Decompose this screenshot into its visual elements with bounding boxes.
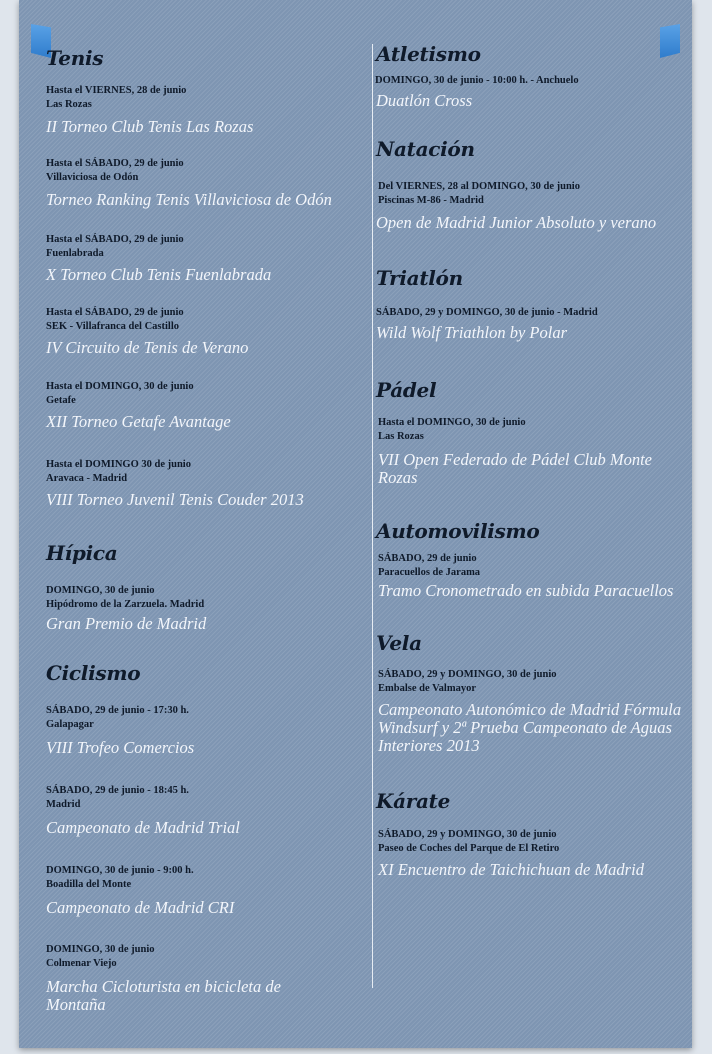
event-meta <box>46 84 186 112</box>
event-place: Aravaca - Madrid <box>46 473 128 484</box>
event-place: Madrid <box>46 799 81 810</box>
event-meta <box>46 233 184 261</box>
event-title: VIII Torneo Juvenil Tenis Couder 2013 <box>46 490 304 509</box>
event-title: Wild Wolf Triathlon by Polar <box>376 323 567 342</box>
event-date: DOMINGO, 30 de junio - 9:00 h. <box>46 865 194 876</box>
event-date: SÁBADO, 29 de junio <box>378 553 477 564</box>
section-title-tenis: Tenis <box>46 46 104 70</box>
event-title: IV Circuito de Tenis de Verano <box>46 338 249 357</box>
event-place: Fuenlabrada <box>46 248 104 259</box>
event-title: XI Encuentro de Taichichuan de Madrid <box>378 860 644 879</box>
event-place: Piscinas M-86 - Madrid <box>378 195 484 206</box>
event-place: Boadilla del Monte <box>46 879 132 890</box>
event-title: Campeonato de Madrid CRI <box>46 898 235 917</box>
event-date: DOMINGO, 30 de junio <box>46 585 155 596</box>
event-date: DOMINGO, 30 de junio - 10:00 h. - Anchuelo <box>375 75 579 86</box>
section-title-padel: Pádel <box>376 378 437 402</box>
event-meta <box>46 864 194 892</box>
event-meta <box>46 704 189 732</box>
event-title: XII Torneo Getafe Avantage <box>46 412 231 431</box>
event-meta <box>46 380 194 408</box>
event-meta <box>46 157 184 185</box>
event-title: Tramo Cronometrado en subida Paracuellos <box>378 581 674 600</box>
event-place: Las Rozas <box>378 431 424 442</box>
event-meta <box>378 828 559 856</box>
event-date: SÁBADO, 29 y DOMINGO, 30 de junio - Madrid <box>376 307 598 318</box>
event-date: Hasta el SÁBADO, 29 de junio <box>46 307 184 318</box>
column-divider <box>372 44 373 988</box>
event-date: Hasta el VIERNES, 28 de junio <box>46 85 187 96</box>
event-meta <box>378 668 557 696</box>
event-meta <box>375 74 579 88</box>
event-place: Galapagar <box>46 719 94 730</box>
event-meta <box>378 180 580 208</box>
event-date: SÁBADO, 29 y DOMINGO, 30 de junio <box>378 669 557 680</box>
event-date: SÁBADO, 29 y DOMINGO, 30 de junio <box>378 829 557 840</box>
event-place: Getafe <box>46 395 76 406</box>
event-meta <box>46 784 189 812</box>
event-title: Duatlón Cross <box>376 91 473 110</box>
event-place: Colmenar Viejo <box>46 958 117 969</box>
event-date: Hasta el DOMINGO 30 de junio <box>46 459 191 470</box>
event-place: Hipódromo de la Zarzuela. Madrid <box>46 599 205 610</box>
event-date: Hasta el DOMINGO, 30 de junio <box>46 381 194 392</box>
section-title-atletismo: Atletismo <box>376 42 481 66</box>
event-meta <box>378 416 526 444</box>
event-title: Campeonato de Madrid Trial <box>46 818 240 837</box>
event-meta <box>46 584 204 612</box>
event-place: Villaviciosa de Odón <box>46 172 139 183</box>
event-date: SÁBADO, 29 de junio - 17:30 h. <box>46 705 189 716</box>
event-meta <box>378 552 480 580</box>
event-date: Hasta el SÁBADO, 29 de junio <box>46 158 184 169</box>
event-title: Torneo Ranking Tenis Villaviciosa de Odón <box>46 190 332 209</box>
event-place: SEK - Villafranca del Castillo <box>46 321 180 332</box>
event-date: SÁBADO, 29 de junio - 18:45 h. <box>46 785 189 796</box>
event-date: Del VIERNES, 28 al DOMINGO, 30 de junio <box>378 181 580 192</box>
event-title: VIII Trofeo Comercios <box>46 738 195 757</box>
section-title-karate: Kárate <box>376 789 451 813</box>
ribbon-right-decoration <box>660 24 680 58</box>
event-date: DOMINGO, 30 de junio <box>46 944 155 955</box>
event-date: Hasta el SÁBADO, 29 de junio <box>46 234 184 245</box>
section-title-hipica: Hípica <box>46 541 118 565</box>
event-meta <box>46 458 191 486</box>
event-title: Gran Premio de Madrid <box>46 614 207 633</box>
event-place: Paseo de Coches del Parque de El Retiro <box>378 843 560 854</box>
event-title: Marcha Cicloturista en bicicleta de Montaña <box>46 977 281 1014</box>
event-meta <box>46 306 184 334</box>
event-title: VII Open Federado de Pádel Club Monte Rozas <box>378 450 653 487</box>
event-title: II Torneo Club Tenis Las Rozas <box>46 117 254 136</box>
section-title-vela: Vela <box>376 631 422 655</box>
event-place: Paracuellos de Jarama <box>378 567 481 578</box>
section-title-automovilismo: Automovilismo <box>376 519 540 543</box>
event-meta <box>46 943 155 971</box>
section-title-ciclismo: Ciclismo <box>46 661 141 685</box>
event-title: X Torneo Club Tenis Fuenlabrada <box>46 265 272 284</box>
event-title: Campeonato Autonómico de Madrid Fórmula Windsurf y 2ª Prueba Campeonato de Aguas Interiores 2013 <box>378 700 682 755</box>
section-title-triatlon: Triatlón <box>376 266 463 290</box>
event-meta <box>376 306 598 320</box>
event-place: Embalse de Valmayor <box>378 683 477 694</box>
event-title: Open de Madrid Junior Absoluto y verano <box>376 213 657 232</box>
event-date: Hasta el DOMINGO, 30 de junio <box>378 417 526 428</box>
section-title-natacion: Natación <box>376 137 475 161</box>
event-place: Las Rozas <box>46 99 92 110</box>
